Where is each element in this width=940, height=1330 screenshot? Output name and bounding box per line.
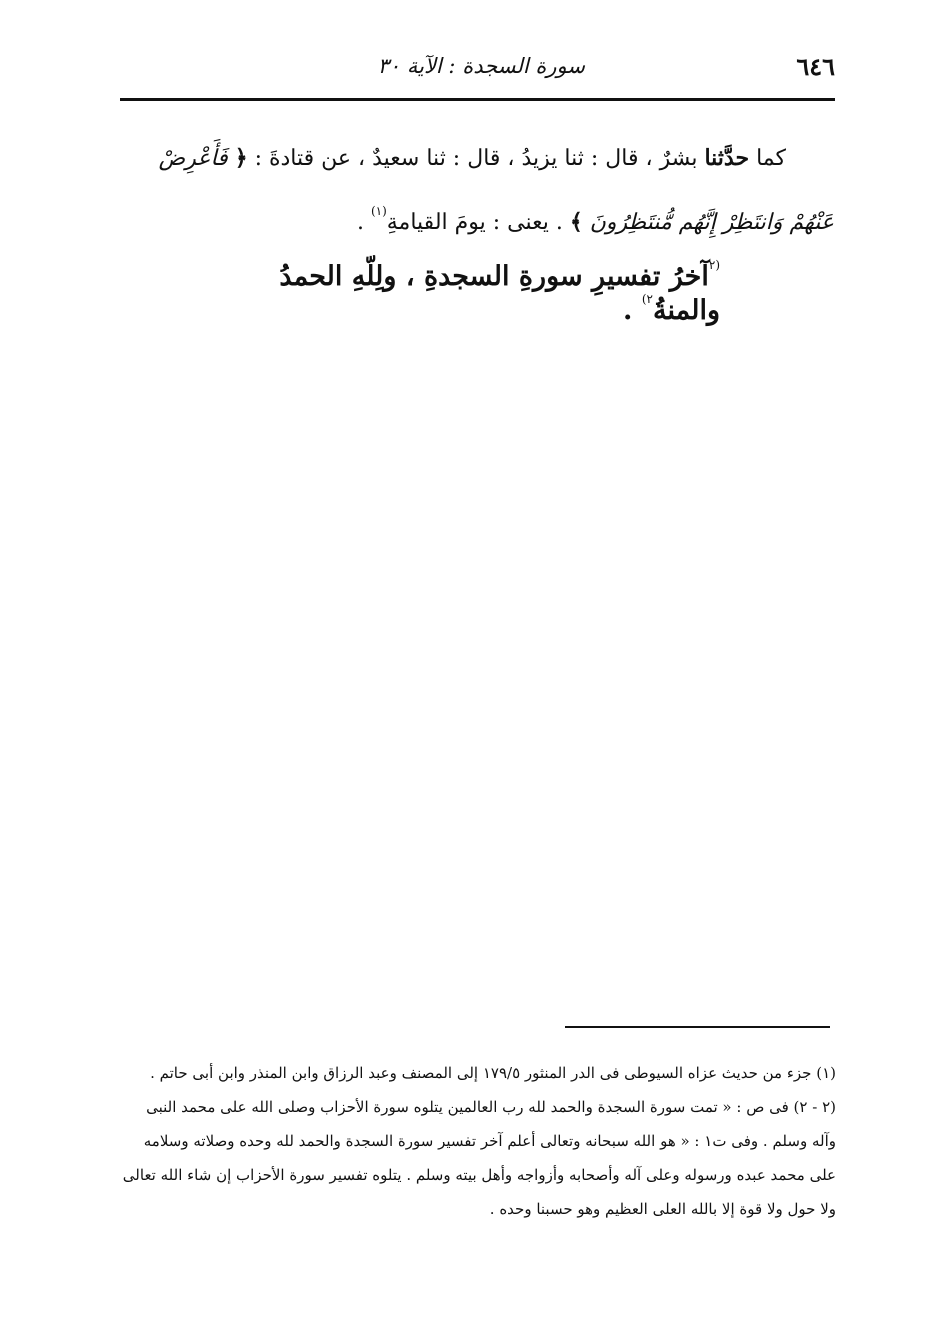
quran-verse-part-1: فَأَعْرِضْ xyxy=(158,146,228,171)
closing-line xyxy=(230,258,720,326)
footnote-marker-2-open: (٢ xyxy=(708,258,720,272)
footnote-separator xyxy=(565,1026,830,1028)
quran-bracket-open: ﴿ xyxy=(234,145,248,171)
line-end: . xyxy=(356,210,364,235)
commentary-text: . يعنى : يومَ القيامةِ xyxy=(386,210,563,235)
footnote-2: (٢ - ٢) فى ص : « تمت سورة السجدة والحمد لله رب العالمين يتلوه سورة الأحزاب وصلى الله على محمد النبى وآله وسلم . وفى ت١ : « هو الله سبحانه وتعالى أعلم آخر تفسير سورة السجدة والحمد لله وحده وصلاته وسلامه على محمد عبده ورسوله وعلى آله وأصحابه وأزواجه وأهل بيته وسلم . يتلوه تفسير سورة الأحزاب إن شاء الله تعالى ولا حول ولا قوة إلا بالله العلى العظيم وهو حسبنا وحده . xyxy=(122,1098,836,1218)
footnotes xyxy=(120,1056,836,1226)
haddathana-word: حدَّثنا xyxy=(704,145,750,171)
quran-verse-part-2: عَنْهُمْ وَانتَظِرْ إِنَّهُم مُّنتَظِرُونَ xyxy=(589,210,834,235)
quran-bracket-close: ﴾ xyxy=(569,209,583,235)
footnote-1: (١) جزء من حديث عزاه السيوطى فى الدر المنثور ١٧٩/٥ إلى المصنف وعبد الرزاق وابن المنذر وابن أبى حاتم . xyxy=(150,1064,836,1082)
isnad-text: بشرٌ ، قال : ثنا يزيدُ ، قال : ثنا سعيدٌ ، عن قتادةَ : xyxy=(254,146,698,171)
page-number: ٦٤٦ xyxy=(796,52,835,81)
text-prefix: كما xyxy=(756,146,786,171)
main-text xyxy=(122,132,834,249)
closing-text: آخرُ تفسيرِ سورةِ السجدةِ ، ولِلّهِ الحمدُ والمنةُ xyxy=(279,261,720,326)
closing-end: . xyxy=(623,295,633,326)
main-text-line-2 xyxy=(122,185,834,249)
main-text-line-1 xyxy=(122,132,786,185)
header-rule xyxy=(120,98,835,101)
footnote-marker-2-close: ٢) xyxy=(641,292,653,306)
page-header xyxy=(120,52,835,88)
running-head: سورة السجدة : الآية ٣٠ xyxy=(377,54,585,78)
footnote-marker-1: (١) xyxy=(370,204,387,218)
